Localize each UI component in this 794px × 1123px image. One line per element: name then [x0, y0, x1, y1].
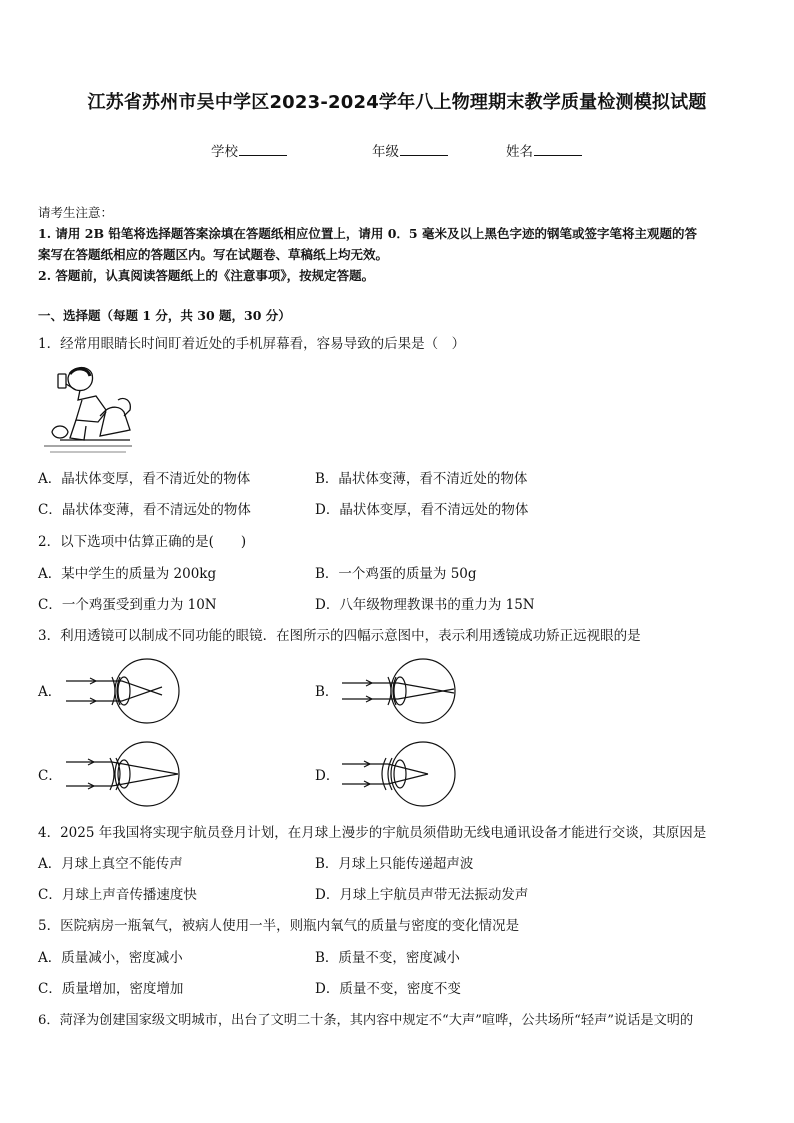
question-4-stem: 4．2025 年我国将实现宇航员登月计划，在月球上漫步的宇航员须借助无线电通讯设备才能进行交谈，其原因是 [38, 825, 707, 841]
question-1-option-a: A．晶状体变厚，看不清近处的物体 [38, 471, 251, 487]
question-6-stem: 6．菏泽为创建国家级文明城市，出台了文明二十条，其内容中规定不“大声”喧哗，公共场所“轻声”说话是文明的 [38, 1013, 694, 1028]
question-5-option-d: D．质量不变，密度不变 [315, 981, 461, 997]
notice-item-2: 2. 答题前，认真阅读答题纸上的《注意事项》，按规定答题。 [38, 268, 375, 283]
question-1-option-c: C．晶状体变薄，看不清远处的物体 [38, 502, 251, 518]
question-5-option-a: A．质量减小，密度减小 [38, 950, 183, 966]
name-label: 姓名 [506, 144, 533, 160]
school-field [211, 140, 287, 160]
question-4-option-b: B．月球上只能传递超声波 [315, 856, 474, 872]
question-2-option-a: A．某中学生的质量为 200kg [38, 566, 217, 582]
question-4-option-d: D．月球上宇航员声带无法振动发声 [315, 887, 529, 903]
question-2-stem: 2．以下选项中估算正确的是( ) [38, 534, 247, 550]
name-blank [534, 143, 582, 156]
section-heading: 一、选择题（每题 1 分，共 30 题，30 分） [38, 308, 291, 323]
question-2-option-d: D．八年级物理教课书的重力为 15N [315, 597, 535, 613]
question-1-stem: 1．经常用眼睛长时间盯着近处的手机屏幕看，容易导致的后果是（ ） [38, 336, 466, 352]
phone-user-illustration [40, 360, 136, 456]
notice-item-1-cont: 案写在答题纸相应的答题区内。写在试题卷、草稿纸上均无效。 [38, 247, 389, 262]
name-field [506, 140, 582, 160]
question-5-option-c: C．质量增加，密度增加 [38, 981, 184, 997]
question-2-option-c: C．一个鸡蛋受到重力为 10N [38, 597, 217, 613]
question-3-option-b: B． [315, 684, 339, 700]
question-4-option-a: A．月球上真空不能传声 [38, 856, 183, 872]
question-5-stem: 5．医院病房一瓶氧气，被病人使用一半，则瓶内氧气的质量与密度的变化情况是 [38, 918, 520, 934]
school-label: 学校 [211, 144, 238, 160]
grade-label: 年级 [372, 144, 399, 160]
eye-diagram-d [338, 738, 458, 810]
question-3-option-a: A． [38, 684, 62, 700]
eye-diagram-c [62, 738, 182, 810]
question-3-option-c: C． [38, 768, 62, 784]
eye-diagram-a [62, 655, 182, 727]
question-5-option-b: B．质量不变，密度减小 [315, 950, 460, 966]
grade-blank [400, 143, 448, 156]
notice-item-1: 1. 请用 2B 铅笔将选择题答案涂填在答题纸相应位置上，请用 0．5 毫米及以上黑色字迹的钢笔或签字笔将主观题的答 [38, 226, 697, 241]
question-4-option-c: C．月球上声音传播速度快 [38, 887, 197, 903]
question-3-stem: 3．利用透镜可以制成不同功能的眼镜．在图所示的四幅示意图中，表示利用透镜成功矫正远视眼的是 [38, 628, 641, 644]
question-2-option-b: B．一个鸡蛋的质量为 50g [315, 566, 477, 582]
grade-field [372, 140, 448, 160]
eye-diagram-b [338, 655, 458, 727]
page-title: 江苏省苏州市吴中学区2023-2024学年八上物理期末教学质量检测模拟试题 [87, 92, 707, 113]
notice-heading: 请考生注意： [38, 205, 114, 220]
question-1-option-d: D．晶状体变厚，看不清远处的物体 [315, 502, 529, 518]
question-3-option-d: D． [315, 768, 340, 784]
school-blank [239, 143, 287, 156]
question-1-option-b: B．晶状体变薄，看不清近处的物体 [315, 471, 528, 487]
